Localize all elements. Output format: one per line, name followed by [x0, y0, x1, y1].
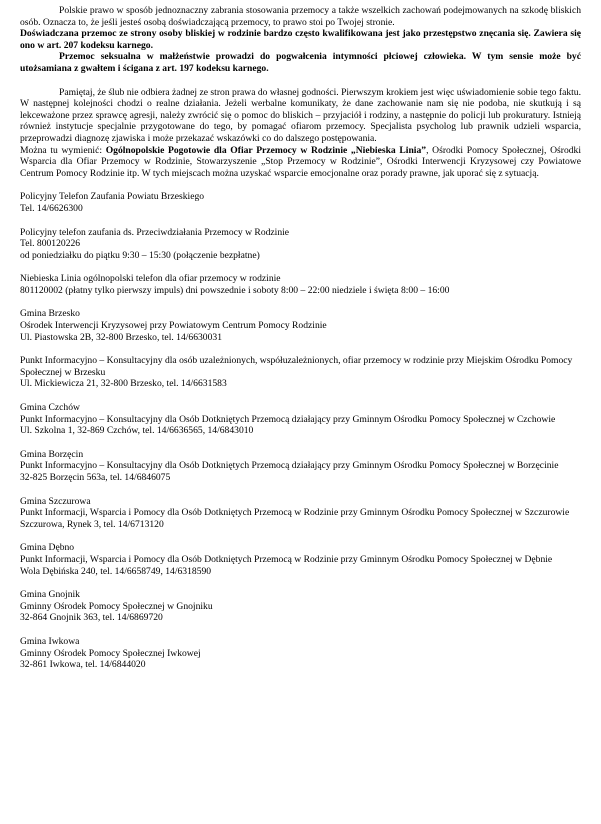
- contact-address: Ul. Szkolna 1, 32-869 Czchów, tel. 14/6636565, 14/6843010: [20, 425, 254, 437]
- contact-phone: Tel. 800120226: [20, 238, 81, 250]
- contact-institution: Punkt Informacyjno – Konsultacyjny dla osób uzależnionych, współuzależnionych, ofiar przemocy w rodzinie przy Miejskim Ośrodku Pomocy Społecznej w Brzesku: [20, 355, 573, 378]
- contact-block: [20, 191, 581, 214]
- contact-institution: Ośrodek Interwencji Kryzysowej przy Powiatowym Centrum Pomocy Rodzinie: [20, 320, 327, 332]
- contact-block: [20, 273, 581, 296]
- contact-institution: Punkt Informacji, Wsparcia i Pomocy dla Osób Dotkniętych Przemocą w Rodzinie przy Gminnym Ośrodku Pomocy Społecznej w Dębnie: [20, 553, 553, 565]
- contact-address: 32-825 Borzęcin 563a, tel. 14/6846075: [20, 472, 171, 483]
- intro-bold-paragraph-art197: Przemoc seksualna w małżeństwie prowadzi do pogwałcenia intymności płciowej człowieka. W tym sensie może być utożsamiana z gwałtem i ścigana z art. 197 kodeksu karnego.: [20, 51, 581, 74]
- contact-gmina: Gmina Brzesko: [20, 308, 80, 320]
- contact-block: [20, 589, 581, 624]
- contact-title: Niebieska Linia ogólnopolski telefon dla ofiar przemocy w rodzinie: [20, 273, 281, 285]
- contact-institution: Punkt Informacyjno – Konsultacyjny dla Osób Dotkniętych Przemocą działający przy Gminnym Ośrodku Pomocy Społecznej w Czchowie: [20, 413, 556, 425]
- niebieska-linia-name: Ogólnopolskie Pogotowie dla Ofiar Przemocy w Rodzinie „Niebieska Linia”: [105, 144, 427, 156]
- contact-institution: Punkt Informacyjno – Konsultacyjny dla Osób Dotkniętych Przemocą działający przy Gminnym Ośrodku Pomocy Społecznej w Borzęcinie: [20, 460, 559, 472]
- contact-block: [20, 402, 581, 437]
- contact-block: [20, 355, 581, 390]
- contact-block: [20, 542, 581, 577]
- contact-gmina: Gmina Dębno: [20, 542, 75, 554]
- contact-phone: Tel. 14/6626300: [20, 202, 83, 214]
- contact-gmina: Gmina Gnojnik: [20, 589, 80, 601]
- contact-institution: Gminny Ośrodek Pomocy Społecznej Iwkowej: [20, 647, 201, 659]
- contact-block: [20, 496, 581, 531]
- contact-address: Szczurowa, Rynek 3, tel. 14/6713120: [20, 518, 164, 530]
- contact-hours: od poniedziałku do piątku 9:30 – 15:30 (połączenie bezpłatne): [20, 249, 260, 261]
- contacts-list: [20, 191, 581, 670]
- contact-title: Policyjny telefon zaufania ds. Przeciwdziałania Przemocy w Rodzinie: [20, 226, 290, 238]
- institutions-list: , Ośrodki Pomocy Społecznej, Ośrodki Wsparcia dla Ofiar Przemocy w Rodzinie, Stowarzyszenie „Stop Przemocy w Rodzinie”, Ośrodki Interwencji Kryzysowej czy Powiatowe Centrum Pomocy Rodzinie itp. W tych miejscach można uzyskać wsparcie emocjonalne oraz porady prawne, jak uporać się z sytuacją.: [20, 144, 581, 179]
- contact-title: Policyjny Telefon Zaufania Powiatu Brzeskiego: [20, 191, 205, 203]
- contact-gmina: Gmina Czchów: [20, 402, 80, 414]
- contact-address: 32-861 Iwkowa, tel. 14/6844020: [20, 659, 146, 671]
- contact-block: [20, 227, 581, 262]
- contact-institution: Punkt Informacji, Wsparcia i Pomocy dla Osób Dotkniętych Przemocą w Rodzinie przy Gminnym Ośrodku Pomocy Społecznej w Szczurowie: [20, 507, 570, 519]
- contact-phone: 801120002 (płatny tylko pierwszy impuls) dni powszednie i soboty 8:00 – 22:00 niedziele i święta 8:00 – 16:00: [20, 284, 450, 296]
- contact-institution: Gminny Ośrodek Pomocy Społecznej w Gnojniku: [20, 600, 213, 612]
- contact-block: [20, 449, 581, 484]
- contact-gmina: Gmina Iwkowa: [20, 635, 80, 647]
- contact-block: [20, 308, 581, 343]
- contact-block: [20, 636, 581, 671]
- contact-address: 32-864 Gnojnik 363, tel. 14/6869720: [20, 612, 163, 624]
- institutions-paragraph: [20, 145, 581, 180]
- intro-paragraph: Polskie prawo w sposób jednoznaczny zabrania stosowania przemocy a także wszelkich zachowań podejmowanych na szkodę bliskich osób. Oznacza to, że jeśli jesteś osobą doświadczającą przemocy, to prawo stoi po Twojej stronie.: [20, 5, 581, 28]
- contact-address: Ul. Piastowska 2B, 32-800 Brzesko, tel. 14/6630031: [20, 331, 222, 343]
- contact-address: Ul. Mickiewicza 21, 32-800 Brzesko, tel. 14/6631583: [20, 378, 227, 390]
- contact-address: Wola Dębińska 240, tel. 14/6658749, 14/6318590: [20, 565, 212, 577]
- advice-paragraph: Pamiętaj, że ślub nie odbiera żadnej ze stron prawa do własnej godności. Pierwszym krokiem jest więc uświadomienie sobie tego faktu. W następnej kolejności chodzi o realne działania. Jeżeli werbalne komunikaty, że dane zachowanie nam się nie podoba, nie skutkują i są lekceważone przez sprawcę agresji, należy zwrócić się o pomoc do bliskich – przyjaciół i rodziny, a następnie do policji lub prokuratury. Istnieją również instytucje specjalnie przygotowane do tego, by pomagać ofiarom przemocy. Specjalista psycholog lub prawnik udzieli wsparcia, przeprowadzi diagnozę zjawiska i może przekazać wskazówki co do dalszego postępowania.: [20, 86, 581, 144]
- institutions-prefix: Można tu wymienić:: [20, 144, 106, 156]
- contact-gmina: Gmina Szczurowa: [20, 495, 91, 507]
- contact-gmina: Gmina Borzęcin: [20, 448, 84, 460]
- intro-bold-paragraph-art207: Doświadczana przemoc ze strony osoby bliskiej w rodzinie bardzo często kwalifikowana jest jako przestępstwo znęcania się. Zawiera się ono w art. 207 kodeksu karnego.: [20, 28, 581, 51]
